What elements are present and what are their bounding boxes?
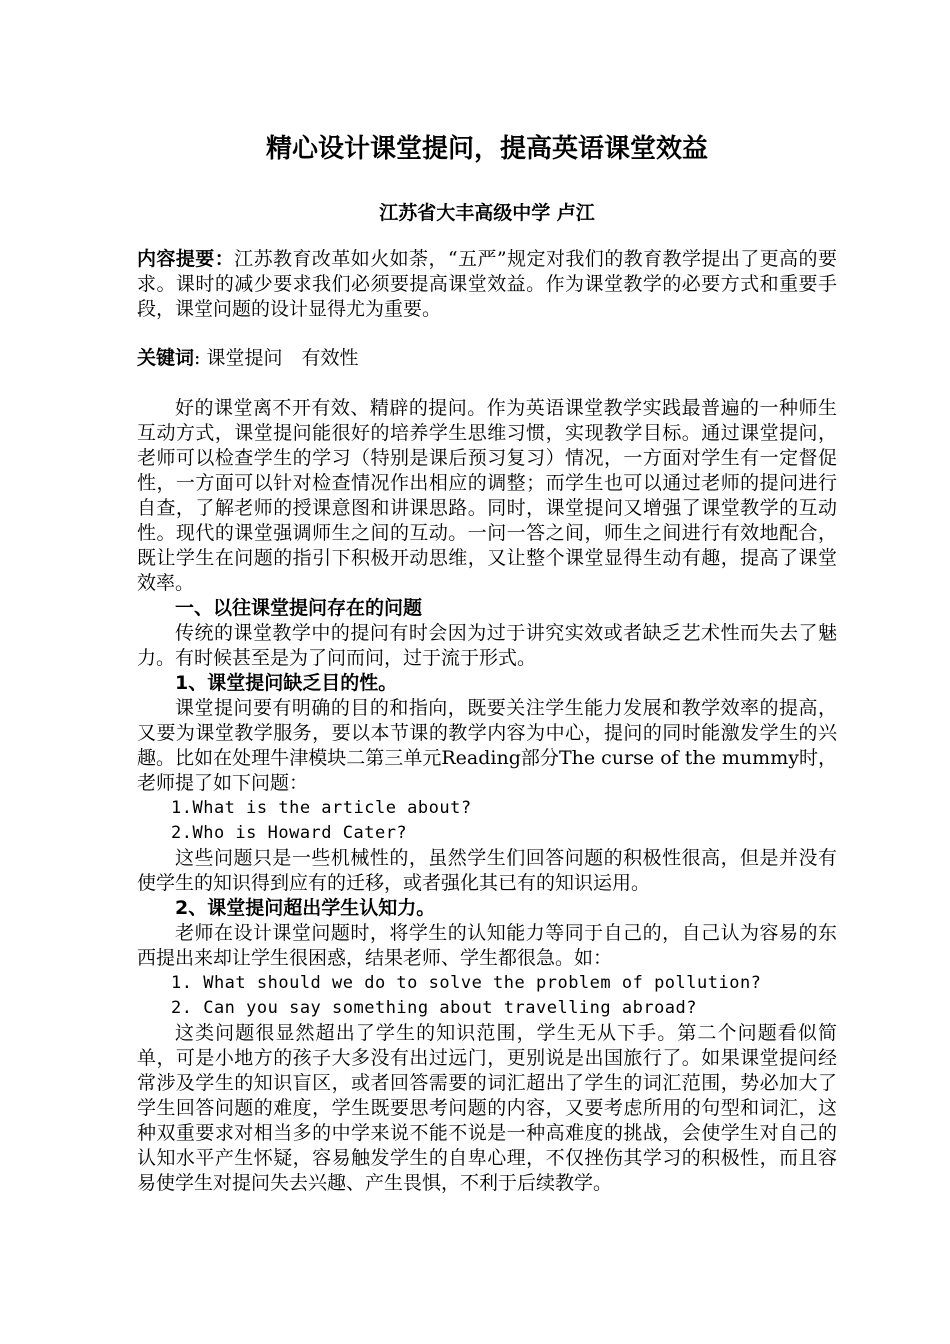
body-text [137,396,837,1196]
paragraph: 课堂提问要有明确的目的和指向，既要关注学生能力发展和教学效率的提高，又要为课堂教学服务，要以本节课的教学内容为中心，提问的同时能激发学生的兴趣。比如在处理牛津模块二第三单元Reading部分The curse of the mummy时，老师提了如下问题： [137,697,837,794]
example-question: 1. What should we do to solve the problem of pollution? [171,973,762,993]
abstract [137,247,837,322]
paragraph: 老师在设计课堂问题时，将学生的认知能力等同于自己的，自己认为容易的东西提出来却让学生很困惑，结果老师、学生都很急。如： [137,922,837,969]
keywords-label: 关键词 [137,347,195,369]
abstract-text: 江苏教育改革如火如荼，“五严”规定对我们的教育教学提出了更高的要求。课时的减少要求我们必须要提高课堂效益。作为课堂教学的必要方式和重要手段，课堂问题的设计显得尤为重要。 [137,248,837,320]
subsection-heading: 1、课堂提问缺乏目的性。 [175,672,398,694]
abstract-label: 内容提要： [137,248,235,270]
section-heading: 一、以往课堂提问存在的问题 [175,597,423,619]
paragraph-intro: 好的课堂离不开有效、精辟的提问。作为英语课堂教学实践最普遍的一种师生互动方式，课堂提问能很好的培养学生思维习惯，实现教学目标。通过课堂提问，老师可以检查学生的学习（特别是课后预习复习）情况，一方面对学生有一定督促性，一方面可以针对检查情况作出相应的调整；而学生也可以通过老师的提问进行自查，了解老师的授课意图和讲课思路。同时，课堂提问又增强了课堂教学的互动性。现代的课堂强调师生之间的互动。一问一答之间，师生之间进行有效地配合，既让学生在问题的指引下积极开动思维，又让整个课堂显得生动有趣，提高了课堂效率。 [137,397,837,594]
paragraph: 传统的课堂教学中的提问有时会因为过于讲究实效或者缺乏艺术性而失去了魅力。有时候甚至是为了问而问，过于流于形式。 [137,622,837,669]
keywords-text: : 课堂提问 有效性 [194,347,359,369]
paragraph: 这些问题只是一些机械性的，虽然学生们回答问题的积极性很高，但是并没有使学生的知识得到应有的迁移，或者强化其已有的知识运用。 [137,847,837,894]
example-question: 1.What is the article about? [171,798,472,818]
keywords [137,346,837,371]
example-question: 2. Can you say something about travelling abroad? [171,998,698,1018]
subsection-heading: 2、课堂提问超出学生认知力。 [175,897,436,919]
document-author: 江苏省大丰高级中学 卢江 [379,202,595,224]
document-title: 精心设计课堂提问，提高英语课堂效益 [265,134,708,164]
paragraph: 这类问题很显然超出了学生的知识范围，学生无从下手。第二个问题看似简单，可是小地方的孩子大多没有出过远门，更别说是出国旅行了。如果课堂提问经常涉及学生的知识盲区，或者回答需要的词汇超出了学生的词汇范围，势必加大了学生回答问题的难度，学生既要思考问题的内容，又要考虑所用的句型和词汇，这种双重要求对相当多的中学来说不能不说是一种高难度的挑战，会使学生对自己的认知水平产生怀疑，容易触发学生的自卑心理，不仅挫伤其学习的积极性，而且容易使学生对提问失去兴趣、产生畏惧，不利于后续教学。 [137,1022,837,1194]
example-question: 2.Who is Howard Cater? [171,823,408,843]
